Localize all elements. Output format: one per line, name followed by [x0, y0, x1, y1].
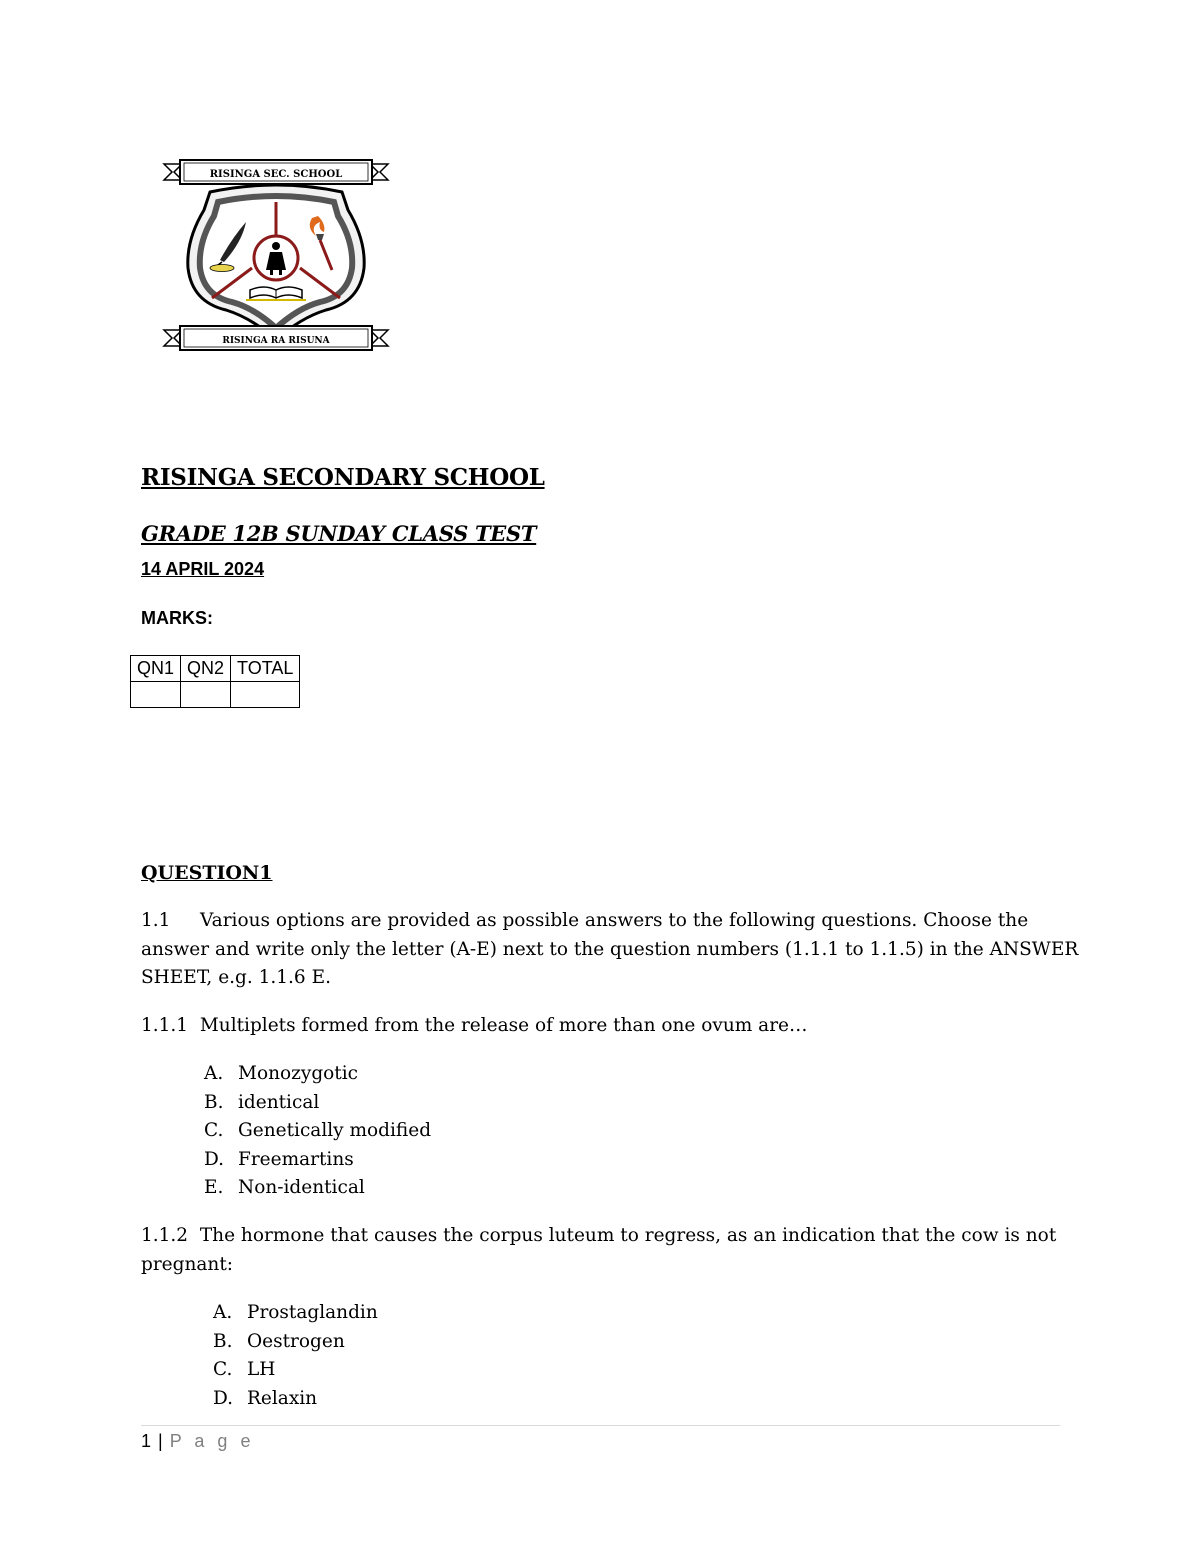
option-text: Prostaglandin	[247, 1302, 378, 1323]
option-text: Non-identical	[238, 1177, 365, 1198]
question-text: The hormone that causes the corpus luteum to regress, as an indication that the cow is not pregnant:	[141, 1225, 1057, 1275]
marks-table-value-row	[131, 682, 300, 708]
question-1-1-1	[141, 1012, 1081, 1041]
page-footer	[141, 1431, 254, 1452]
option-text: Monozygotic	[238, 1063, 359, 1084]
option-letter: A.	[204, 1063, 224, 1084]
top-banner	[164, 160, 388, 184]
school-crest-logo	[160, 150, 392, 358]
option-text: Oestrogen	[247, 1331, 345, 1352]
marks-value-qn1[interactable]	[131, 682, 181, 708]
question-1-1-2	[141, 1222, 1081, 1279]
marks-header-qn2: QN2	[181, 656, 231, 682]
instruction-text: Various options are provided as possible answers to the following questions. Choose the answer and write only the letter (A-E) next to the question numbers (1.1.1 to 1.1.5) in the ANSWER SHEET, e.g. 1.1.6 E.	[141, 910, 1079, 988]
marks-value-total[interactable]	[231, 682, 300, 708]
marks-table	[130, 655, 300, 708]
option-item	[213, 1328, 345, 1357]
marks-header-total: TOTAL	[231, 656, 300, 682]
option-item	[204, 1060, 358, 1089]
option-letter: A.	[213, 1302, 233, 1323]
option-letter: C.	[204, 1120, 224, 1141]
page-word: P a g e	[169, 1431, 255, 1451]
test-title-heading: GRADE 12B SUNDAY CLASS TEST	[141, 521, 537, 546]
option-letter: D.	[204, 1149, 225, 1170]
option-item	[213, 1356, 275, 1385]
option-item	[213, 1299, 378, 1328]
option-text: Relaxin	[247, 1388, 318, 1409]
option-letter: B.	[213, 1331, 233, 1352]
option-letter: B.	[204, 1092, 224, 1113]
option-item	[204, 1089, 319, 1118]
option-text: Freemartins	[238, 1149, 354, 1170]
marks-table-header-row	[131, 656, 300, 682]
option-item	[204, 1117, 431, 1146]
test-date: 14 APRIL 2024	[141, 559, 265, 579]
question-number: 1.1.2	[141, 1225, 189, 1246]
footer-divider	[141, 1425, 1060, 1426]
marks-header-qn1: QN1	[131, 656, 181, 682]
top-banner-text: RISINGA SEC. SCHOOL	[209, 169, 343, 180]
question1-instruction	[141, 907, 1081, 993]
question-number: 1.1.1	[141, 1015, 189, 1036]
option-item	[204, 1146, 354, 1175]
question-text: Multiplets formed from the release of more than one ovum are…	[199, 1015, 808, 1036]
option-item	[213, 1385, 317, 1414]
option-item	[204, 1174, 365, 1203]
bottom-banner-text: RISINGA RA RISUNA	[222, 336, 330, 346]
option-text: Genetically modified	[238, 1120, 432, 1141]
option-text: identical	[238, 1092, 320, 1113]
page-number: 1	[141, 1431, 153, 1451]
instruction-number: 1.1	[141, 910, 171, 931]
marks-value-qn2[interactable]	[181, 682, 231, 708]
option-letter: E.	[204, 1177, 224, 1198]
school-name-heading: RISINGA SECONDARY SCHOOL	[141, 464, 545, 491]
page-separator: |	[158, 1431, 164, 1451]
question1-heading: QUESTION1	[141, 862, 273, 884]
option-letter: C.	[213, 1359, 233, 1380]
marks-label: MARKS:	[141, 608, 213, 628]
option-letter: D.	[213, 1388, 234, 1409]
bottom-banner	[164, 326, 388, 350]
option-text: LH	[247, 1359, 276, 1380]
